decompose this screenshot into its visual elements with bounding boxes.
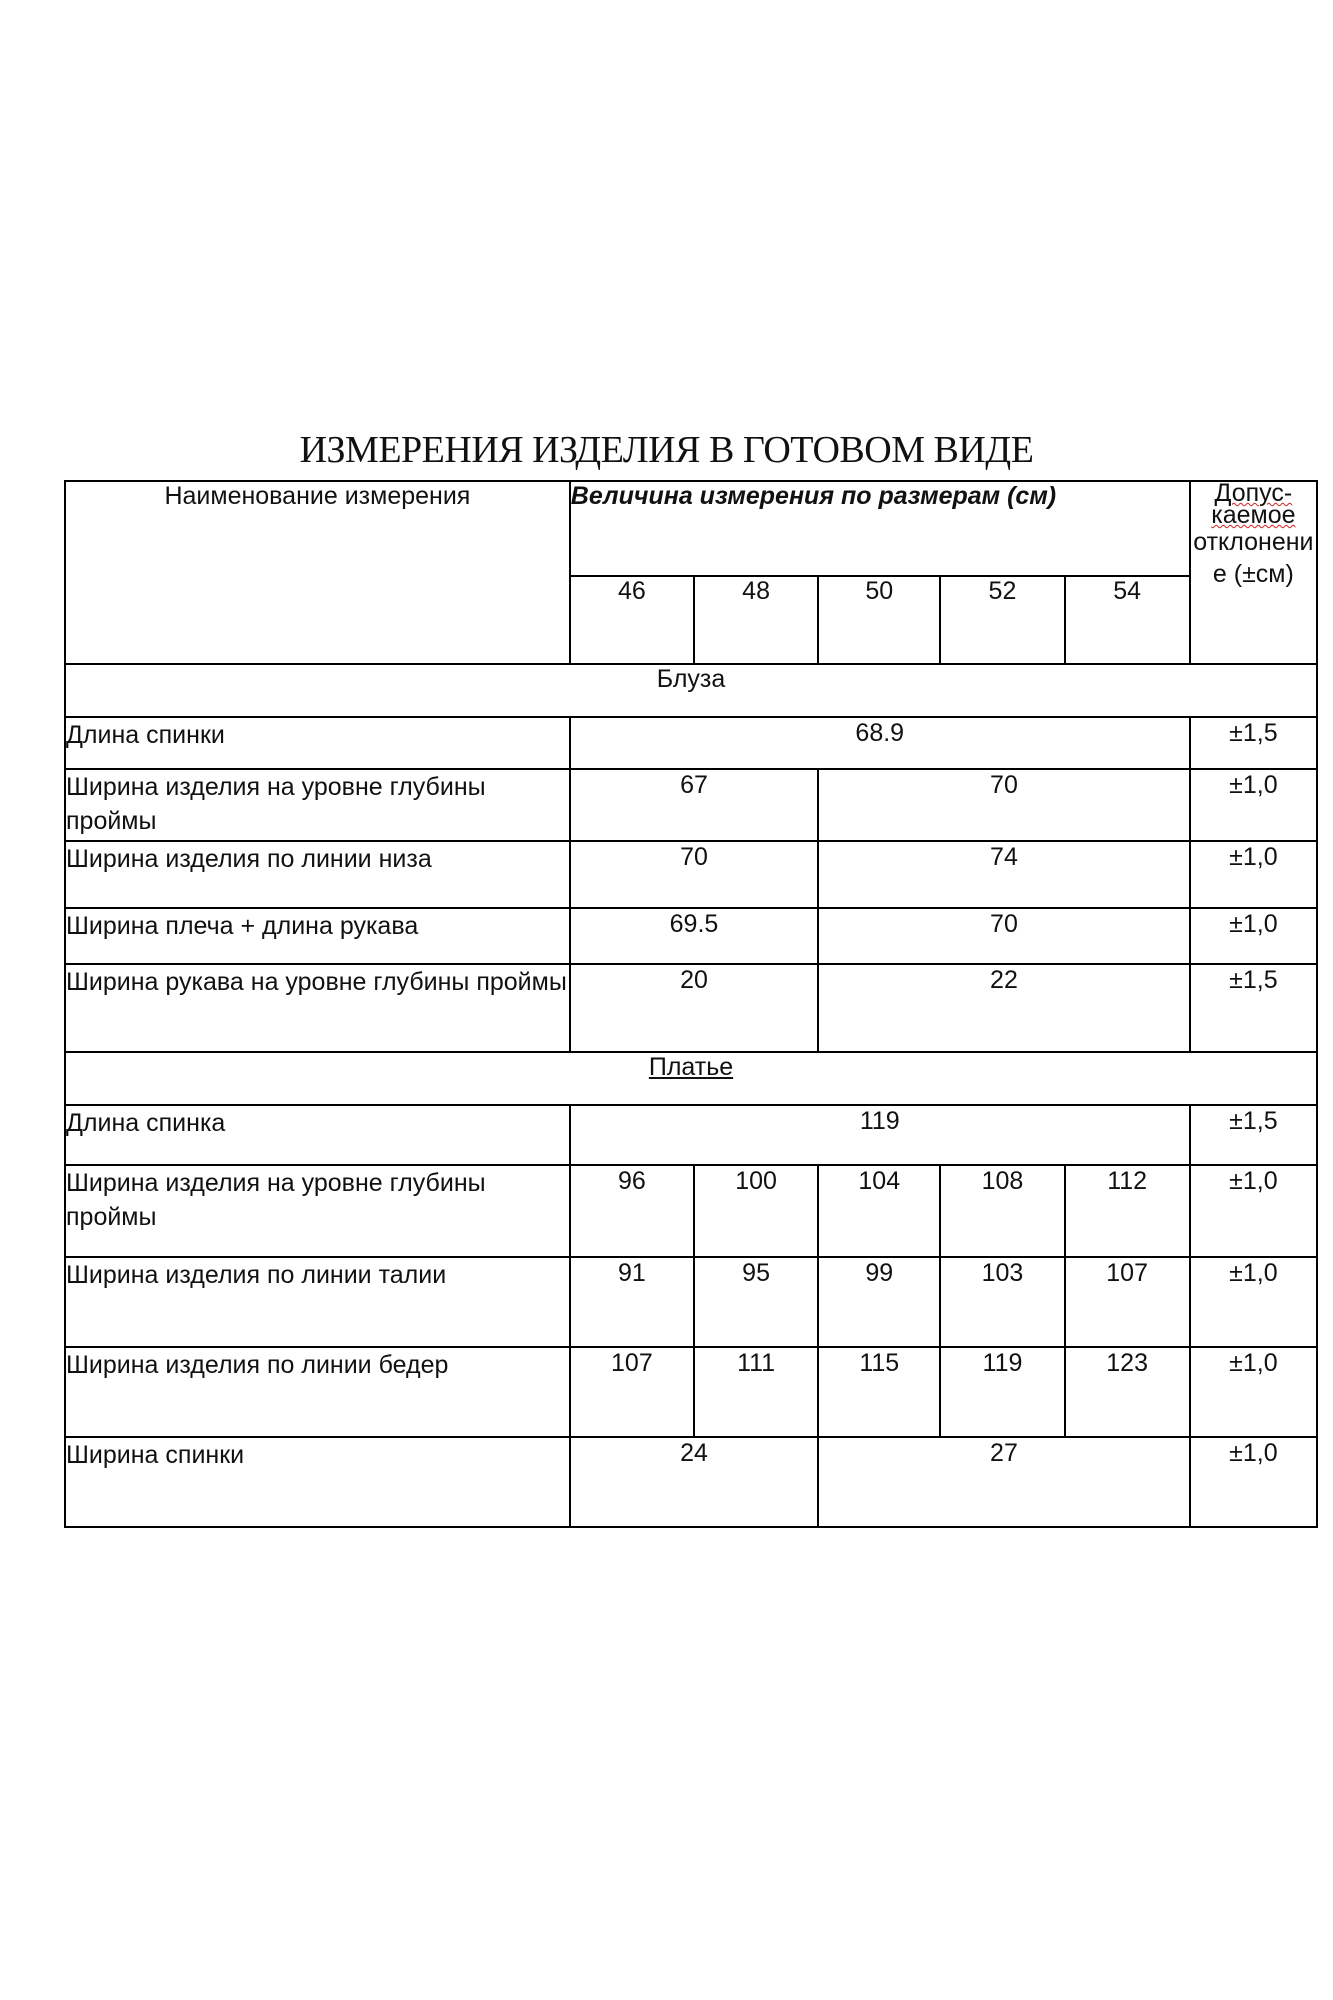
tolerance-value: ±1,5: [1190, 1105, 1317, 1165]
table-row: [65, 1437, 1317, 1527]
measurement-value: 107: [570, 1347, 694, 1437]
table-row: [65, 717, 1317, 769]
measurement-value: 108: [940, 1165, 1064, 1257]
measurement-name: Ширина изделия на уровне глубины проймы: [65, 1165, 570, 1257]
section-row: [65, 1052, 1317, 1105]
measurement-value: 67: [570, 769, 818, 841]
tolerance-value: ±1,0: [1190, 841, 1317, 908]
section-title-cell: [65, 1052, 1317, 1105]
measurement-value: 119: [940, 1347, 1064, 1437]
measurement-value: 99: [818, 1257, 940, 1347]
section-title: Платье: [648, 1053, 734, 1081]
table-row: [65, 1105, 1317, 1165]
table-row: [65, 841, 1317, 908]
measurement-value: 123: [1065, 1347, 1190, 1437]
section-title: Блуза: [656, 665, 726, 693]
tolerance-line: Допус-: [1214, 479, 1293, 507]
tolerance-value: ±1,0: [1190, 769, 1317, 841]
measurements-table: [64, 480, 1318, 1528]
measurement-value: 104: [818, 1165, 940, 1257]
tolerance-value: ±1,0: [1190, 1437, 1317, 1527]
measurement-name: Ширина рукава на уровне глубины проймы: [65, 964, 570, 1052]
table-row: [65, 769, 1317, 841]
measurement-name: Ширина изделия по линии низа: [65, 841, 570, 908]
size-46: 46: [570, 576, 694, 664]
measurement-value: 103: [940, 1257, 1064, 1347]
tolerance-line: каемое: [1211, 501, 1296, 529]
measurement-name: Длина спинки: [65, 717, 570, 769]
size-52: 52: [940, 576, 1064, 664]
header-range-cell: Величина измерения по размерам (см): [570, 481, 1190, 576]
measurement-value: 20: [570, 964, 818, 1052]
measurement-name: Ширина изделия по линии талии: [65, 1257, 570, 1347]
measurement-name: Длина спинка: [65, 1105, 570, 1165]
tolerance-value: ±1,5: [1190, 717, 1317, 769]
measurement-value: 115: [818, 1347, 940, 1437]
measurement-value: 91: [570, 1257, 694, 1347]
tolerance-line: отклонени: [1193, 528, 1314, 556]
tolerance-line: е (±см): [1212, 560, 1294, 588]
measurement-name: Ширина изделия на уровне глубины проймы: [65, 769, 570, 841]
size-48: 48: [694, 576, 818, 664]
table-row: [65, 1347, 1317, 1437]
header-row: [65, 481, 1317, 576]
section-row: [65, 664, 1317, 717]
tolerance-value: ±1,0: [1190, 1347, 1317, 1437]
measurement-value: 111: [694, 1347, 818, 1437]
measurement-value: 24: [570, 1437, 818, 1527]
size-54: 54: [1065, 576, 1190, 664]
measurement-value: 70: [570, 841, 818, 908]
measurement-name: Ширина спинки: [65, 1437, 570, 1527]
table-body: [65, 481, 1317, 1527]
measurement-value: 68.9: [570, 717, 1190, 769]
measurement-value: 22: [818, 964, 1190, 1052]
measurement-value: 96: [570, 1165, 694, 1257]
measurement-name: Ширина изделия по линии бедер: [65, 1347, 570, 1437]
measurement-value: 95: [694, 1257, 818, 1347]
document-title: ИЗМЕРЕНИЯ ИЗДЕЛИЯ В ГОТОВОМ ВИДЕ: [299, 429, 1034, 471]
measurement-value: 27: [818, 1437, 1190, 1527]
measurement-value: 100: [694, 1165, 818, 1257]
table-row: [65, 908, 1317, 964]
measurement-name: Ширина плеча + длина рукава: [65, 908, 570, 964]
table-row: [65, 1257, 1317, 1347]
measurement-value: 74: [818, 841, 1190, 908]
header-name-cell: Наименование измерения: [65, 481, 570, 664]
measurement-value: 119: [570, 1105, 1190, 1165]
header-tolerance-cell: [1190, 481, 1317, 664]
measurement-value: 70: [818, 908, 1190, 964]
tolerance-value: ±1,5: [1190, 964, 1317, 1052]
measurement-value: 107: [1065, 1257, 1190, 1347]
section-title-cell: [65, 664, 1317, 717]
measurement-value: 69.5: [570, 908, 818, 964]
measurement-value: 112: [1065, 1165, 1190, 1257]
tolerance-value: ±1,0: [1190, 1257, 1317, 1347]
tolerance-value: ±1,0: [1190, 908, 1317, 964]
size-50: 50: [818, 576, 940, 664]
tolerance-value: ±1,0: [1190, 1165, 1317, 1257]
table-row: [65, 1165, 1317, 1257]
measurement-value: 70: [818, 769, 1190, 841]
table-row: [65, 964, 1317, 1052]
